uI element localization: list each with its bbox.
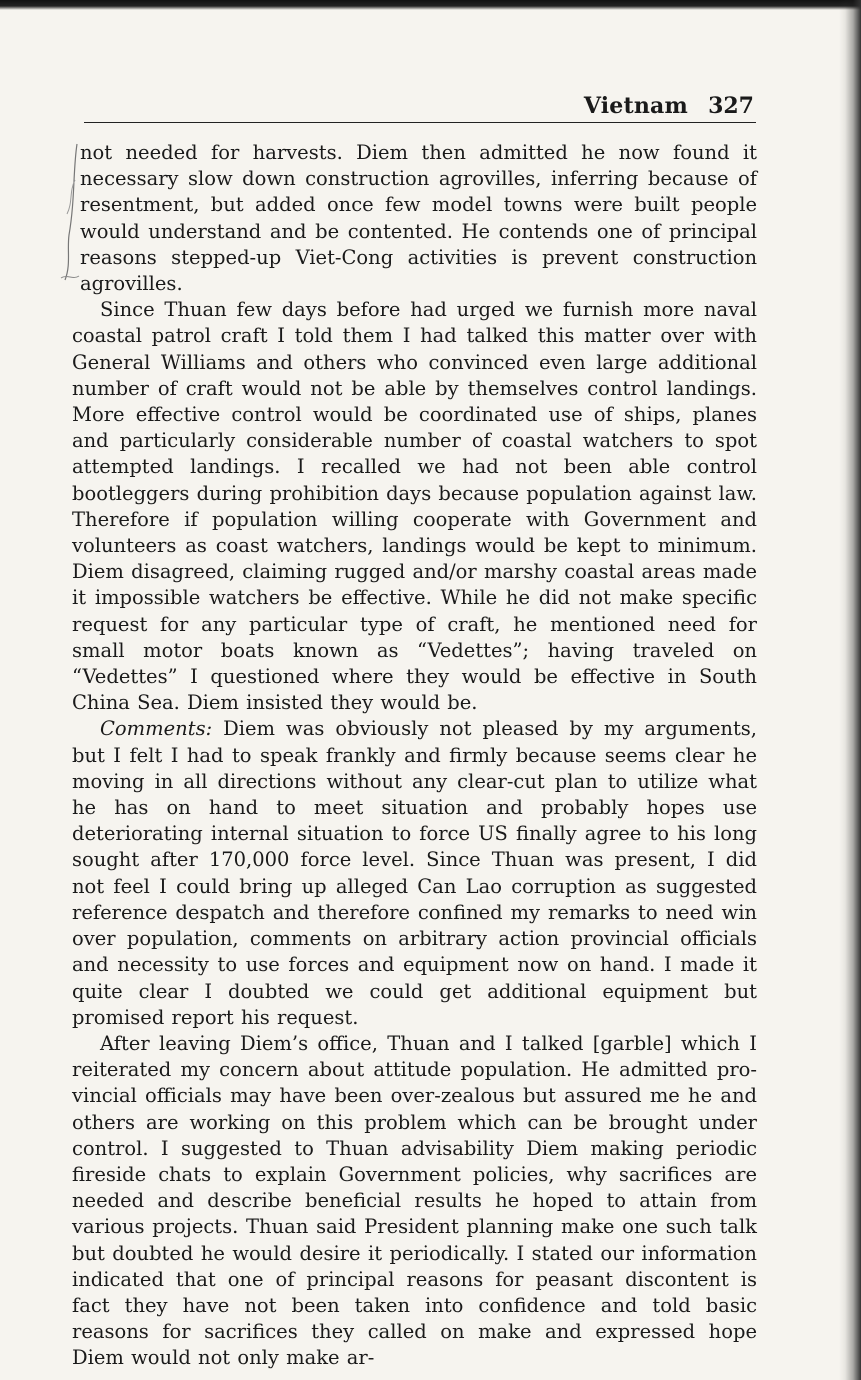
- paragraph-1: not needed for harvests. Diem then admitted he now found it necessary slow down construction agrovilles, inferring because of resentment, but added once few model towns were built people would understand and be contented. He contends one of principal reasons stepped-up Viet-Cong activities is prevent construction agrovilles.: [80, 141, 757, 296]
- running-head-title: Vietnam: [583, 93, 688, 119]
- page-number: 327: [708, 93, 754, 119]
- body-text: [72, 140, 757, 1372]
- paragraph-4: After leaving Diem’s office, Thuan and I talked [garble] which I reiterated my concern about attitude population. He admitted provincial officials may have been over-zealous but assured me he and others are working on this problem which can be brought under control. I suggested to Thuan advisability Diem making periodic fireside chats to explain Government policies, why sacrifices are needed and describe beneficial results he hoped to attain from various projects. Thuan said President planning make one such talk but doubted he would desire it periodically. I stated our information indicated that one of principal reasons for peasant discontent is fact they have not been taken into confidence and told basic reasons for sacrifices they called on make and expressed hope Diem would not only make ar-: [72, 1031, 757, 1370]
- paragraph-3-text: Diem was obviously not pleased by my arguments, but I felt I had to speak frankly and firmly because seems clear he moving in all directions without any clear-cut plan to utilize what he has on hand to meet situation and probably hopes use deteriorating internal situation to force US finally agree to his long sought after 170,000 force level. Since Thuan was present, I did not feel I could bring up alleged Can Lao corruption as suggested reference despatch and therefore confined my remarks to need win over population, comments on arbitrary action provincial officials and necessity to use forces and equipment now on hand. I made it quite clear I doubted we could get additional equipment but promised report his request.: [72, 717, 757, 1029]
- scan-right-edge-shadow: [839, 0, 861, 1380]
- comments-lead: Comments:: [100, 717, 213, 741]
- paragraph-3: [72, 716, 757, 1030]
- paragraph-2: Since Thuan few days before had urged we furnish more naval coastal patrol craft I told them I had talked this matter over with General Williams and others who convinced even large additional number of craft would not be able by themselves control landings. More effective control would be coordinated use of ships, planes and particularly considerable number of coastal watchers to spot attempted landings. I recalled we had not been able control bootleggers during prohibition days because population against law. Therefore if population willing cooperate with Government and volunteers as coast watchers, landings would be kept to minimum. Diem disagreed, claiming rugged and/or marshy coastal areas made it impossible watchers be effective. While he did not make specific request for any particular type of craft, he mentioned need for small motor boats known as “Vedettes”; having traveled on “Vedettes” I questioned where they would be effective in South China Sea. Diem insisted they would be.: [72, 298, 757, 715]
- scan-top-edge-shadow: [0, 0, 861, 10]
- running-head: [84, 88, 756, 123]
